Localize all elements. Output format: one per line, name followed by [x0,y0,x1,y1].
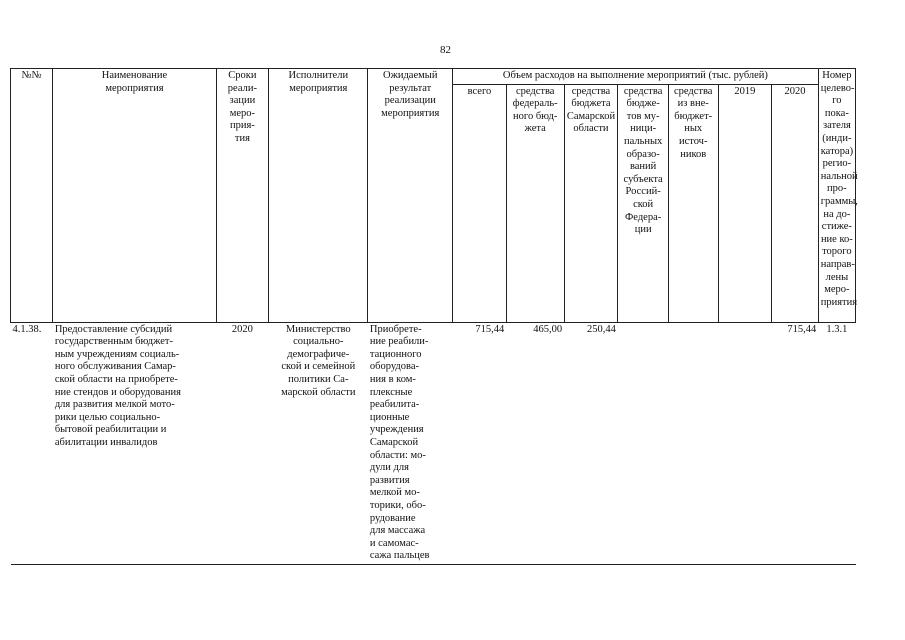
row-2020: 715,44 [772,322,819,564]
row-terms: 2020 [216,322,269,564]
row-municipal [618,322,669,564]
page-bottom-margin [0,583,905,640]
page-number: 82 [440,44,451,56]
header-extra: средства из вне- бюджет- ных источ- ников [668,84,718,322]
header-expenses-title: Объем расходов на выполнение мероприятий (тыс. рублей) [453,69,819,85]
header-name: Наименование мероприятия [53,69,216,323]
header-regional: средства бюджета Самарской области [564,84,618,322]
header-terms: Сроки реали- зации меро- прия- тия [216,69,269,323]
row-executors: Министерство социально- демографиче- ской и семейной политики Са- марской области [269,322,368,564]
row-name: Предоставление субсидий государственным бюджет- ным учреждениям социаль- ного обслуживания Самар- ской области на приобрете- ние стендов и оборудования для развития мелкой мото- рики целью социально- бытовой реабилитации и абилитации инвалидов [53,322,216,564]
header-municipal: средства бюдже- тов му- ници- пальных образо- ваний субъекта Россий- ской Федера- ции [618,84,669,322]
header-result: Ожидаемый результат реализации мероприятия [368,69,453,323]
row-extra [668,322,718,564]
row-indicator: 1.3.1 [818,322,855,564]
header-2019: 2019 [718,84,772,322]
row-2019 [718,322,772,564]
header-row-1 [11,69,856,85]
row-num: 4.1.38. [11,322,53,564]
row-total: 715,44 [453,322,507,564]
header-federal: средства федераль- ного бюд- жета [506,84,564,322]
row-regional: 250,44 [564,322,618,564]
measures-table [10,68,856,565]
row-result: Приобрете- ние реабили- тационного оборудова- ния в ком- плексные реабилита- ционные учреждения Самарской области: мо- дули для развития мелкой мо- торики, обо- рудование для массажа и самомас- сажа пальцев [368,322,453,564]
header-2020: 2020 [772,84,819,322]
header-executors: Исполнители мероприятия [269,69,368,323]
row-federal: 465,00 [506,322,564,564]
header-total: всего [453,84,507,322]
table-row [11,322,856,564]
header-num: №№ [11,69,53,323]
header-indicator: Номер целево- го пока- зателя (инди- катора) регио- нальной про- граммы, на до- стиже- ние ко- торого направ- лены меро- приятия [818,69,855,323]
